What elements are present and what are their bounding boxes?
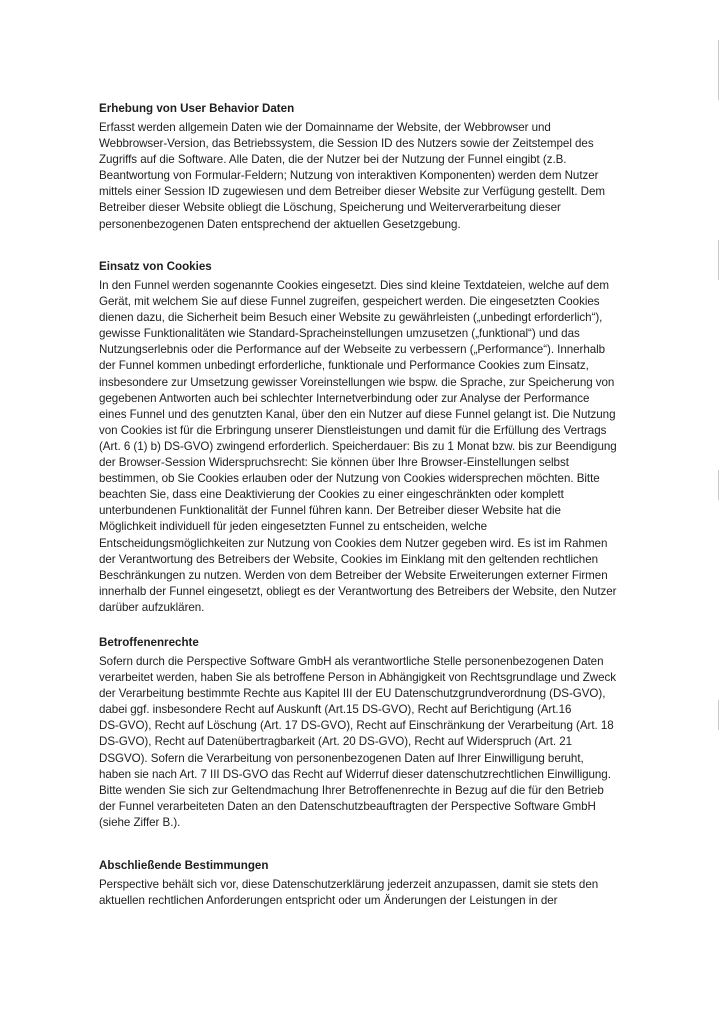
text-line: dienen dazu, die Sicherheit beim Besuch einer Website zu gewährleisten („unbedingt erforderlich“),	[99, 311, 603, 325]
text-line: Perspective behält sich vor, diese Datenschutzerklärung jederzeit anzupassen, damit sie stets den	[99, 878, 599, 891]
text-line: Beschränkungen zu nutzen. Werden von dem Betreiber der Website Erweiterungen externer Firmen	[99, 568, 608, 582]
text-line: Zugriffs auf die Software. Alle Daten, die der Nutzer bei der Nutzung der Funnel eingibt (z.B.	[99, 153, 567, 167]
section-heading: Einsatz von Cookies	[99, 260, 212, 273]
section-data-subject-rights	[99, 635, 639, 831]
text-line: In den Funnel werden sogenannte Cookies eingesetzt. Dies sind kleine Textdateien, welche auf dem	[99, 279, 609, 292]
text-line: Bitte wenden Sie sich zur Geltendmachung Ihrer Betroffenenrechte in Bezug auf die für den Betrieb	[99, 783, 604, 797]
section-body	[99, 654, 639, 831]
section-cookies	[99, 259, 639, 616]
section-body	[99, 877, 639, 909]
text-line: eines Funnel und des genutzten Kanal, über den ein Nutzer auf diese Funnel gelangt ist. Die Nutzung	[99, 407, 616, 421]
text-line: Betreiber dieser Website obliegt die Löschung, Speicherung und Weiterverarbeitung dieser	[99, 201, 561, 215]
text-line: Beantwortung von Formular-Feldern; Nutzung von interaktiven Komponenten) werden dem Nutzer	[99, 169, 599, 183]
text-line: darüber aufzuklären.	[99, 600, 205, 614]
text-line: Nutzungserlebnis oder die Performance auf der Webseite zu verbessern („Performance“). Innerhalb	[99, 343, 606, 357]
scan-edge-mark	[718, 700, 719, 730]
text-line: der Funnel kommen unbedingt erforderliche, funktionale und Performance Cookies zum Einsatz,	[99, 359, 589, 373]
scan-edge-mark	[718, 240, 719, 280]
text-line: (Art. 6 (1) b) DS-GVO) zwingend erforderlich. Speicherdauer: Bis zu 1 Monat bzw. bis zur Beendigung	[99, 439, 617, 453]
text-line: dabei ggf. insbesondere Recht auf Auskunft (Art.15 DS-GVO), Recht auf Berichtigung (Art.16	[99, 703, 572, 717]
text-line: unterbundenen Funktionalität der Funnel führen kann. Der Betreiber dieser Website hat die	[99, 504, 561, 518]
text-line: mittels einer Session ID zugewiesen und dem Betreiber dieser Website zur Verfügung gestellt. Dem	[99, 185, 606, 199]
text-line: Sofern durch die Perspective Software GmbH als verantwortliche Stelle personenbezogenen Daten	[99, 655, 604, 668]
text-line: DSGVO). Sofern die Verarbeitung von personenbezogenen Daten auf Ihrer Einwilligung beruht,	[99, 751, 584, 765]
text-line: insbesondere zur Umsetzung gewisser Voreinstellungen wie bspw. die Sprache, zur Speicherung von	[99, 375, 615, 389]
text-line: haben sie nach Art. 7 III DS-GVO das Recht auf Widerruf dieser datenschutzrechtlichen Einwilligung.	[99, 767, 611, 781]
text-line: Webbrowser-Version, das Betriebssystem, die Session ID des Nutzers sowie der Zeitstempel des	[99, 137, 594, 151]
text-line: gegebenen Antworten auch bei schlechter Internetverbindung oder zur Analyse der Performance	[99, 391, 590, 405]
text-line: von Cookies ist für die Erbringung unserer Dienstleistungen und damit für die Erfüllung des Vertrags	[99, 423, 607, 437]
text-line: der Browser-Session Widerspruchsrecht: Sie können über Ihre Browser-Einstellungen selbst	[99, 456, 569, 470]
text-line: der Funnel verarbeiteten Daten an den Datenschutzbeauftragten der Perspective Software GmbH	[99, 799, 596, 813]
section-heading: Betroffenenrechte	[99, 636, 199, 649]
text-line: bestimmen, ob Sie Cookies erlauben oder der Nutzung von Cookies widersprechen möchten. Bitte	[99, 472, 600, 486]
scan-edge-mark	[718, 40, 719, 100]
text-line: aktuellen rechtlichen Anforderungen entspricht oder um Änderungen der Leistungen in der	[99, 894, 558, 908]
section-body	[99, 120, 639, 233]
text-line: Erfasst werden allgemein Daten wie der Domainname der Website, der Webbrowser und	[99, 121, 551, 134]
text-line: Entscheidungsmöglichkeiten zur Nutzung von Cookies dem Nutzer gegeben wird. Es ist im Rahmen	[99, 536, 608, 550]
scan-edge-mark	[718, 470, 719, 500]
text-line: DS-GVO), Recht auf Löschung (Art. 17 DS-GVO), Recht auf Einschränkung der Verarbeitung (Art. 18	[99, 719, 614, 733]
section-final-provisions	[99, 858, 639, 909]
section-body	[99, 278, 639, 616]
text-line: (siehe Ziffer B.).	[99, 815, 181, 829]
section-heading: Erhebung von User Behavior Daten	[99, 102, 295, 115]
text-line: innerhalb der Funnel eingesetzt, obliegt es der Verantwortung des Betreibers der Website, den Nutzer	[99, 584, 617, 598]
text-line: der Verantwortung des Betreibers der Website, Cookies im Einklang mit den geltenden rechtlichen	[99, 552, 598, 566]
text-line: der Verarbeitung bestimmte Rechte aus Kapitel III der EU Datenschutzgrundverordnung (DS-GVO),	[99, 687, 606, 701]
text-line: gewisse Funktionalitäten wie Standard-Spracheinstellungen umzusetzen („funktional“) und das	[99, 327, 580, 341]
text-line: DS-GVO), Recht auf Datenübertragbarkeit (Art. 20 DS-GVO), Recht auf Widerspruch (Art. 21	[99, 735, 573, 749]
text-line: Gerät, mit welchem Sie auf diese Funnel zugreifen, gespeichert werden. Die eingesetzten Cookies	[99, 295, 600, 309]
text-line: Möglichkeit individuell für jeden eingesetzten Funnel zu entscheiden, welche	[99, 520, 488, 534]
text-line: personenbezogenen Daten entsprechend der aktuellen Gesetzgebung.	[99, 217, 461, 231]
text-line: verarbeitet werden, haben Sie als betroffene Person in Abhängigkeit von Rechtsgrundlage und Zweck	[99, 671, 616, 685]
text-line: beachten Sie, dass eine Deaktivierung der Cookies zu einer eingeschränkten oder komplett	[99, 488, 564, 502]
section-user-behavior-data	[99, 101, 639, 233]
section-heading: Abschließende Bestimmungen	[99, 859, 269, 872]
